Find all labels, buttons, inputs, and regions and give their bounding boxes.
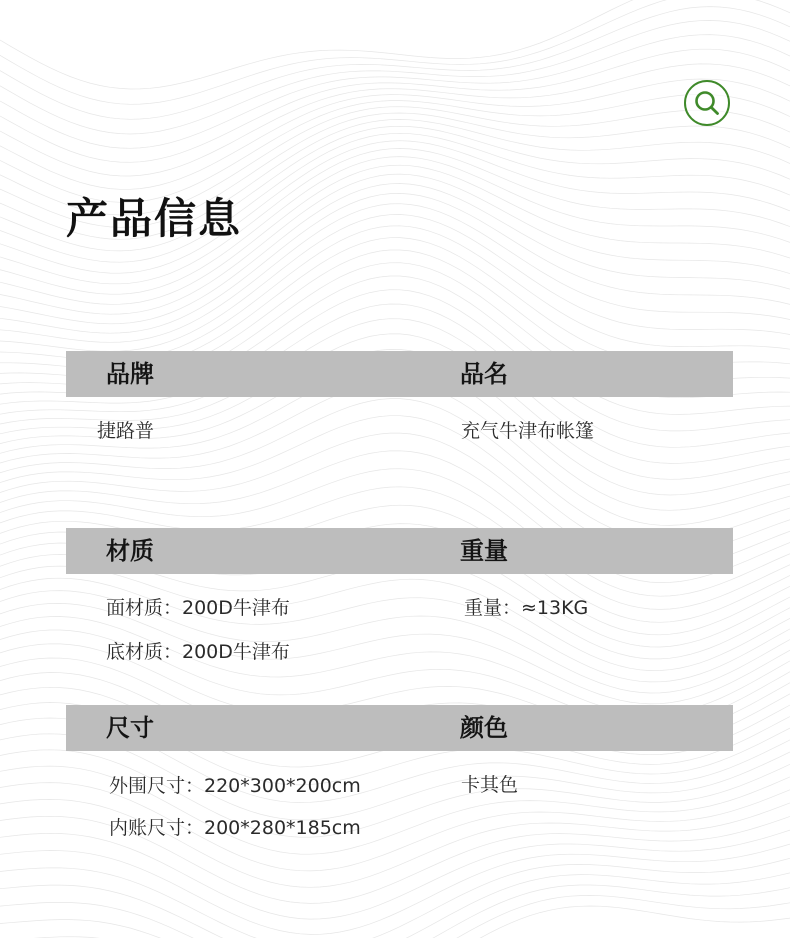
product-name-value: 充气牛津布帐篷	[461, 420, 595, 442]
weight-value: 重量：≈13KG	[464, 597, 589, 619]
size-heading: 尺寸	[106, 714, 154, 742]
header-bar-size	[66, 705, 733, 751]
material-value-floor: 底材质：200D牛津布	[106, 641, 290, 663]
color-value: 卡其色	[461, 774, 519, 796]
material-heading: 材质	[106, 537, 154, 565]
header-bar-material	[66, 528, 733, 574]
search-button[interactable]	[684, 80, 730, 126]
weight-heading: 重量	[460, 537, 508, 565]
page-title: 产品信息	[66, 194, 243, 243]
color-heading: 颜色	[460, 714, 508, 742]
size-value-outer: 外围尺寸：220*300*200cm	[109, 775, 361, 797]
brand-value: 捷路普	[97, 420, 155, 442]
size-value-inner: 内账尺寸：200*280*185cm	[109, 817, 361, 839]
header-bar-brand	[66, 351, 733, 397]
brand-heading: 品牌	[106, 360, 154, 388]
product-name-heading: 品名	[460, 360, 508, 388]
material-value-outer: 面材质：200D牛津布	[106, 597, 290, 619]
search-icon	[692, 88, 722, 118]
